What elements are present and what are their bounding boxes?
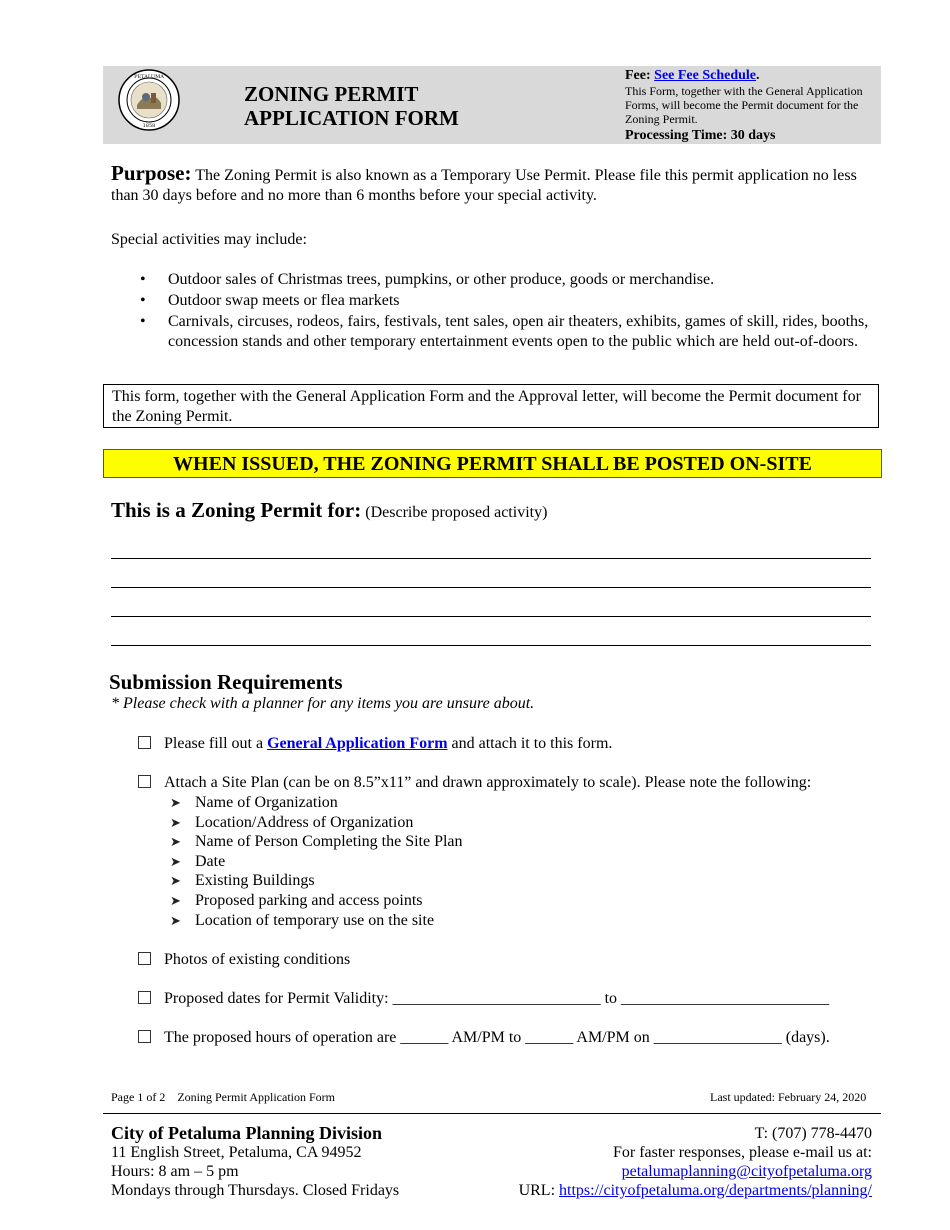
fee-period: . [756, 68, 760, 83]
list-item [170, 832, 463, 852]
fee-box [625, 67, 880, 144]
site-plan-item: Proposed parking and access points [195, 891, 423, 909]
bullet-icon: • [140, 292, 146, 309]
checkbox-icon[interactable] [138, 1030, 151, 1043]
purpose-label: Purpose: [111, 161, 192, 185]
activity-line-4[interactable] [111, 645, 871, 646]
footer-divider [103, 1113, 881, 1114]
bullet-text: Carnivals, circuses, rodeos, fairs, festivals, tent sales, open air theaters, exhibits, games of skill, rides, booths, concession stands and other temporary entertainment events open to the public which are held out-of-doors. [168, 313, 869, 350]
list-item [170, 911, 463, 931]
permit-for-label: This is a Zoning Permit for: [111, 498, 362, 522]
item-site-plan: Attach a Site Plan (can be on 8.5”x11” and drawn approximately to scale). Please note the following: [164, 774, 812, 791]
purpose-paragraph [111, 163, 871, 206]
site-plan-item: Name of Person Completing the Site Plan [195, 833, 463, 851]
org-days: Mondays through Thursdays. Closed Fridays [111, 1182, 400, 1199]
activity-line-1[interactable] [111, 558, 871, 559]
checkbox-hours[interactable] [138, 1029, 165, 1049]
arrow-bullet-icon: ➤ [170, 892, 181, 908]
page-number: Page 1 of 2 [111, 1090, 166, 1104]
title-line-2: APPLICATION FORM [244, 106, 459, 130]
checkbox-icon[interactable] [138, 775, 151, 788]
list-item [138, 312, 873, 352]
email-link[interactable]: petalumaplanning@cityofpetaluma.org [621, 1163, 872, 1180]
last-updated: Last updated: February 24, 2020 [710, 1090, 867, 1104]
list-item [170, 813, 463, 833]
fee-line [625, 67, 880, 84]
city-seal-logo [118, 69, 180, 131]
bullet-icon: • [140, 271, 146, 288]
activity-line-2[interactable] [111, 587, 871, 588]
site-plan-item: Location/Address of Organization [195, 813, 414, 831]
bullet-icon: • [140, 313, 146, 330]
svg-text:1858: 1858 [142, 123, 156, 129]
org-name: City of Petaluma Planning Division [111, 1123, 383, 1143]
permit-for-heading [111, 498, 547, 523]
arrow-bullet-icon: ➤ [170, 834, 181, 850]
checkbox-icon[interactable] [138, 952, 151, 965]
org-hours: Hours: 8 am – 5 pm [111, 1163, 239, 1180]
list-item [138, 270, 873, 290]
item-hours[interactable]: The proposed hours of operation are ______ AM/PM to ______ AM/PM on ________________ (days). [164, 1029, 830, 1046]
submission-heading: Submission Requirements [109, 670, 343, 694]
email-note: For faster responses, please e-mail us at: [612, 1144, 872, 1161]
contact-info [519, 1124, 872, 1200]
phone: T: (707) 778-4470 [754, 1125, 872, 1142]
list-item [170, 793, 463, 813]
list-item [138, 291, 873, 311]
item1-pre: Please fill out a [164, 735, 268, 752]
footer-form-name: Zoning Permit Application Form [177, 1090, 335, 1104]
checkbox-photos[interactable] [138, 951, 165, 971]
special-activities-list [138, 270, 873, 353]
item1-post: and attach it to this form. [447, 735, 613, 752]
site-plan-item: Date [195, 852, 226, 870]
bullet-text: Outdoor sales of Christmas trees, pumpkins, or other produce, goods or merchandise. [168, 271, 715, 288]
arrow-bullet-icon: ➤ [170, 873, 181, 889]
site-plan-item: Existing Buildings [195, 872, 315, 890]
item-general-application [164, 734, 612, 754]
arrow-bullet-icon: ➤ [170, 912, 181, 928]
bullet-text: Outdoor swap meets or flea markets [168, 292, 400, 309]
item-photos: Photos of existing conditions [164, 951, 351, 968]
fee-label: Fee: [625, 68, 651, 83]
activity-line-3[interactable] [111, 616, 871, 617]
processing-time: Processing Time: 30 days [625, 128, 776, 143]
arrow-bullet-icon: ➤ [170, 853, 181, 869]
checkbox-permit-dates[interactable] [138, 990, 165, 1010]
fee-schedule-link[interactable]: See Fee Schedule [654, 68, 757, 83]
checkbox-site-plan[interactable] [138, 774, 165, 794]
arrow-bullet-icon: ➤ [170, 795, 181, 810]
site-plan-item: Name of Organization [195, 794, 338, 811]
svg-text:PETALUMA: PETALUMA [134, 74, 164, 80]
planning-url-link[interactable]: https://cityofpetaluma.org/departments/planning/ [559, 1182, 872, 1199]
submission-note: * Please check with a planner for any items you are unsure about. [111, 695, 535, 712]
checkbox-icon[interactable] [138, 991, 151, 1004]
checkbox-icon[interactable] [138, 736, 151, 749]
org-address: 11 English Street, Petaluma, CA 94952 [111, 1144, 362, 1161]
checkbox-general-application[interactable] [138, 735, 165, 755]
url-label: URL: [518, 1182, 560, 1199]
title-line-1: ZONING PERMIT [244, 82, 419, 106]
list-item [170, 852, 463, 872]
form-note-box: This form, together with the General Application Form and the Approval letter, will become the Permit document for the Zoning Permit. [103, 384, 879, 428]
site-plan-item: Location of temporary use on the site [195, 911, 435, 929]
special-activities-intro: Special activities may include: [111, 231, 307, 248]
purpose-text: The Zoning Permit is also known as a Temporary Use Permit. Please file this permit application no less than 30 days before and no more than 6 months before your special activity. [111, 167, 857, 204]
posting-banner: WHEN ISSUED, THE ZONING PERMIT SHALL BE POSTED ON-SITE [103, 449, 882, 478]
site-plan-list [170, 793, 463, 930]
permit-for-desc: (Describe proposed activity) [365, 504, 548, 521]
org-info [111, 1124, 399, 1200]
item-permit-dates[interactable]: Proposed dates for Permit Validity: __________________________ to __________________________ [164, 990, 830, 1007]
arrow-bullet-icon: ➤ [170, 814, 181, 830]
fee-note: This Form, together with the General Application Forms, will become the Permit document for the Zoning Permit. [625, 84, 863, 126]
list-item [170, 871, 463, 891]
list-item [170, 891, 463, 911]
general-application-link[interactable]: General Application Form [267, 735, 448, 752]
form-title [244, 82, 459, 130]
page-footer-left [111, 1090, 335, 1105]
